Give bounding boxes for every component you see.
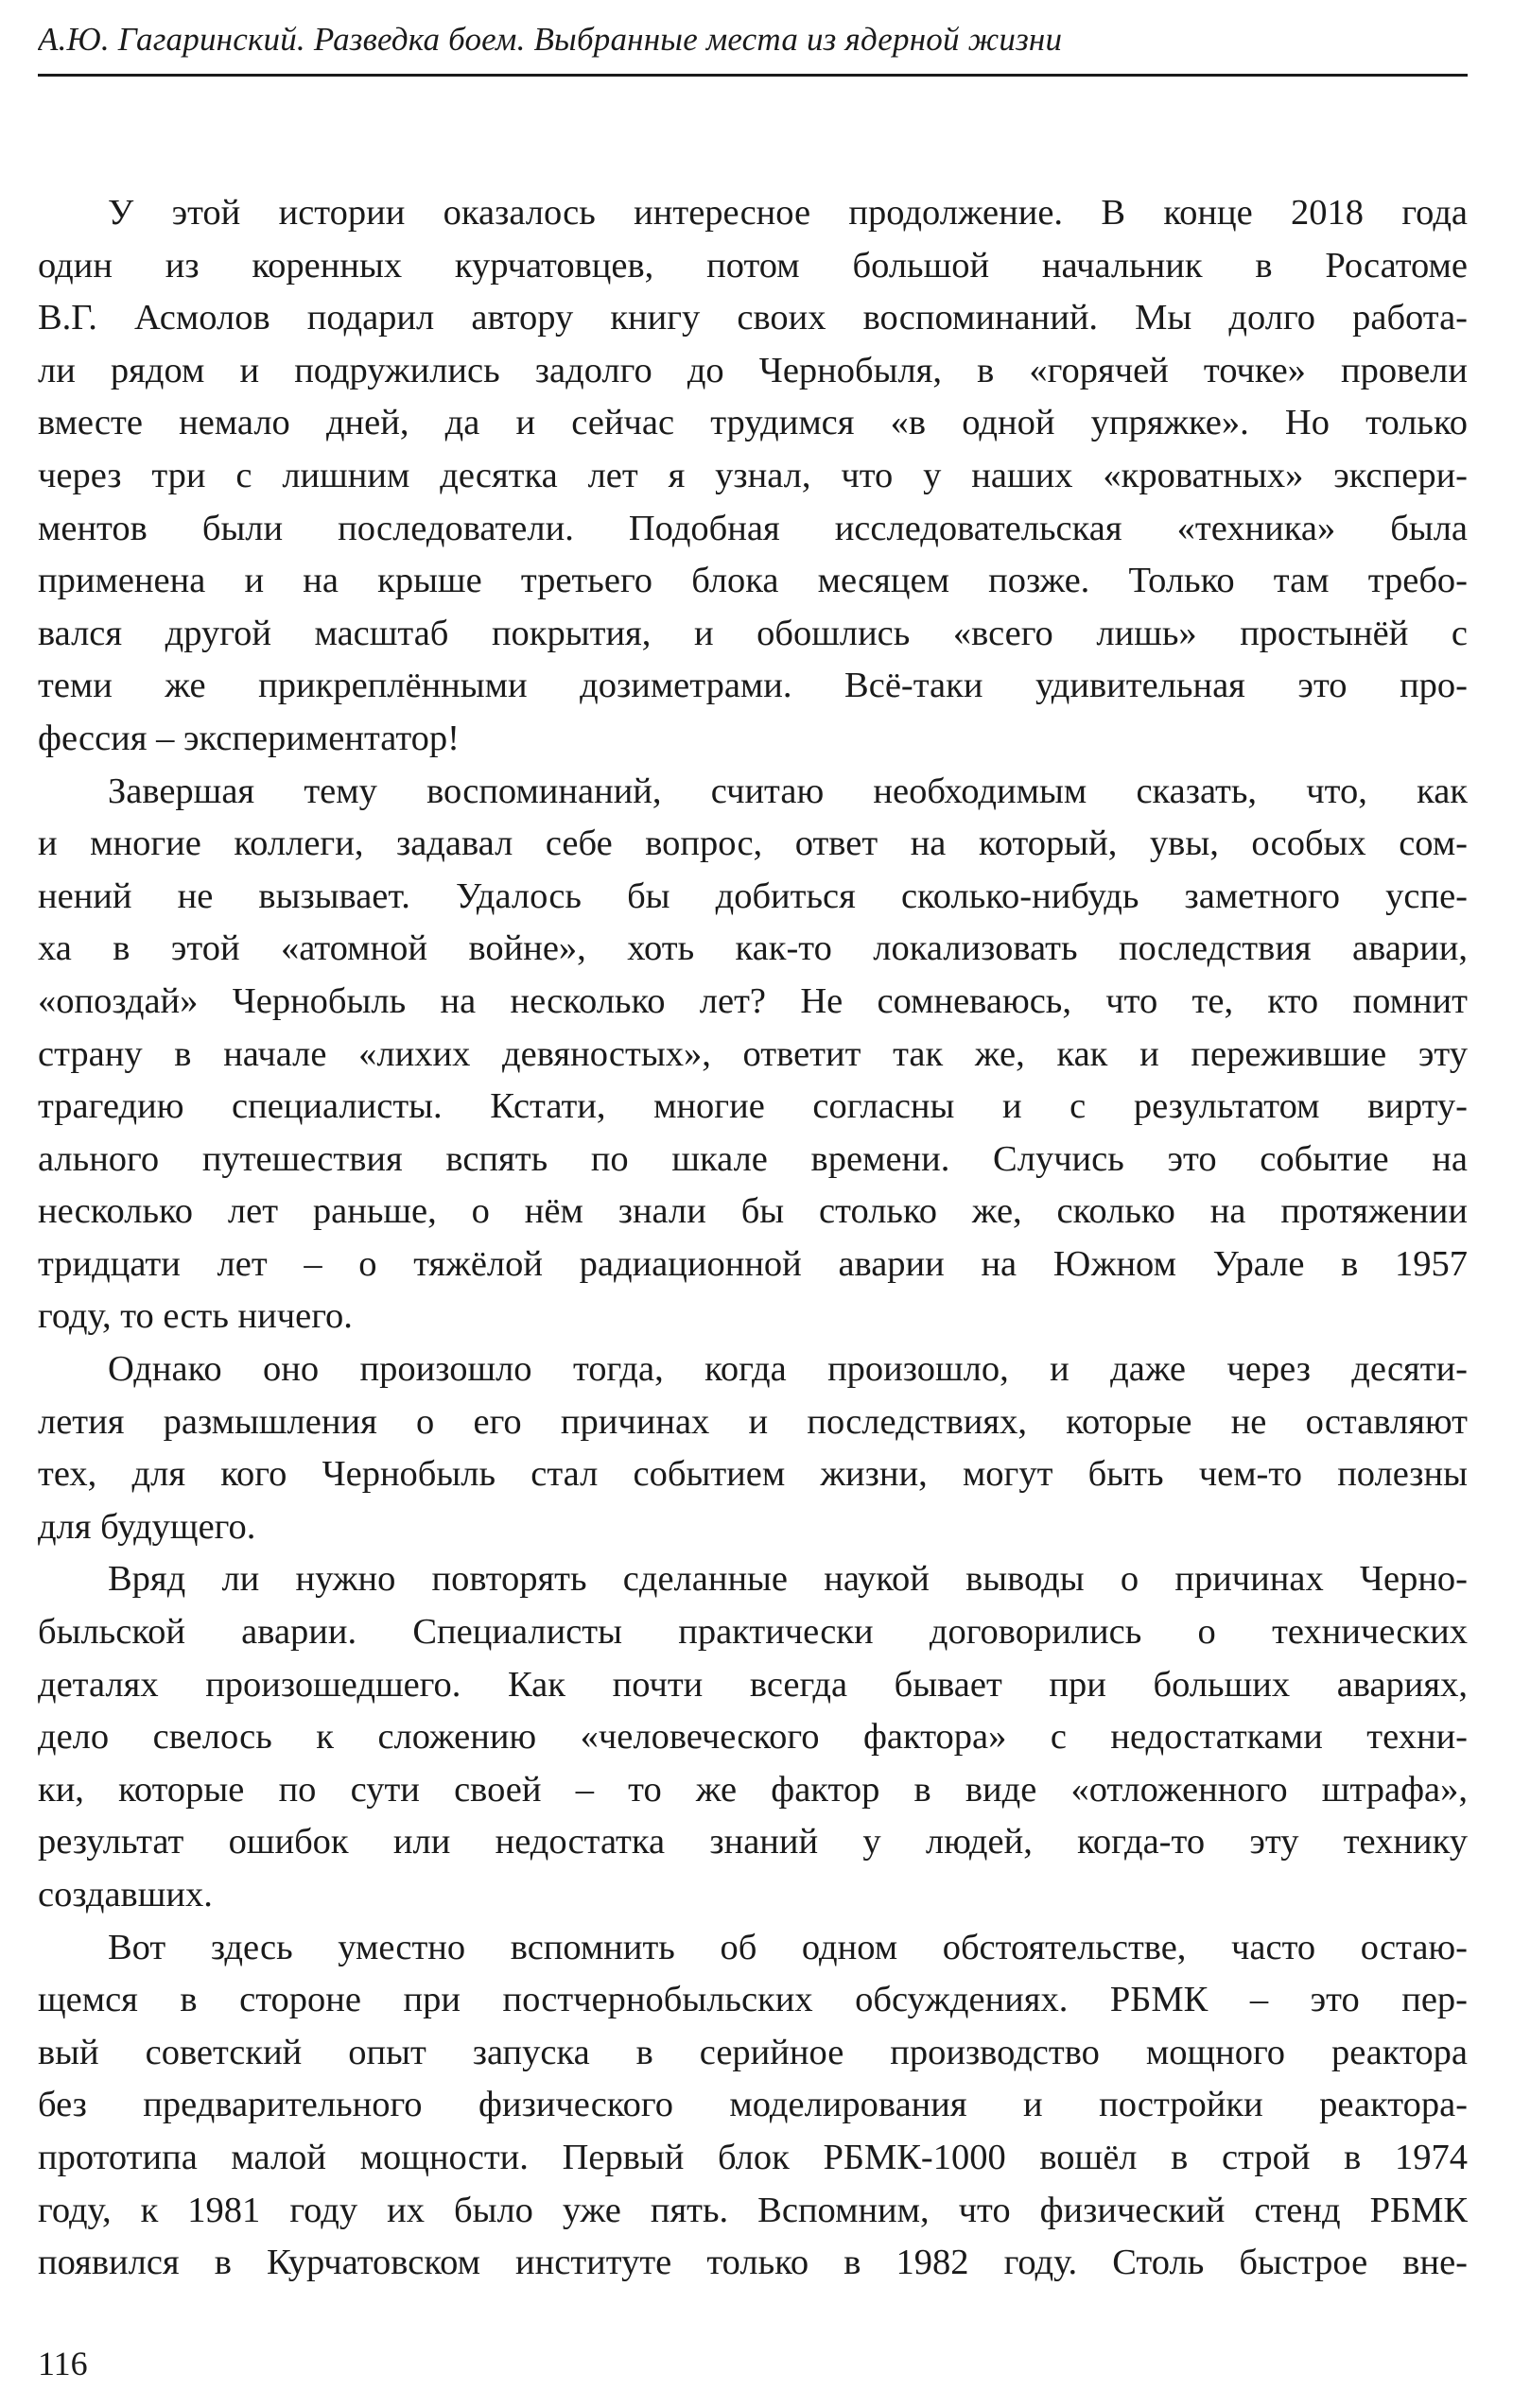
text-line: году, то есть ничего. <box>38 1296 353 1337</box>
text-line: ментов были последователи. Подобная исследовательская «техника» была <box>38 508 1468 548</box>
header-rule <box>38 74 1468 77</box>
text-line: прототипа малой мощности. Первый блок РБМК-1000 вошёл в строй в 1974 <box>38 2137 1468 2177</box>
text-line: применена и на крыше третьего блока месяцем позже. Только там требо- <box>38 561 1468 601</box>
text-line: результат ошибок или недостатка знаний у людей, когда-то эту технику <box>38 1822 1468 1862</box>
text-line: и многие коллеги, задавал себе вопрос, ответ на который, увы, особых сом- <box>38 823 1468 864</box>
text-line: несколько лет раньше, о нём знали бы столько же, сколько на протяжении <box>38 1191 1468 1232</box>
text-line: тех, для кого Чернобыль стал событием жизни, могут быть чем-то полезны <box>38 1454 1468 1495</box>
text-line: дело свелось к сложению «человеческого фактора» с недостатками техни- <box>38 1717 1468 1758</box>
text-line: «опоздай» Чернобыль на несколько лет? Не сомневаюсь, что те, кто помнит <box>38 980 1468 1021</box>
text-line: создавших. <box>38 1875 213 1914</box>
text-line: появился в Курчатовском институте только в 1982 году. Столь быстрое вне- <box>38 2243 1468 2283</box>
text-line: году, к 1981 году их было уже пять. Вспомним, что физический стенд РБМК <box>38 2190 1468 2230</box>
text-line: вался другой масштаб покрытия, и обошлись «всего лишь» простынёй с <box>38 613 1468 653</box>
text-line: ки, которые по сути своей – то же фактор в виде «отложенного штрафа», <box>38 1769 1468 1810</box>
text-line: через три с лишним десятка лет я узнал, что у наших «кроватных» экспери- <box>38 455 1468 495</box>
page-number: 116 <box>38 2345 88 2382</box>
text-line: вместе немало дней, да и сейчас трудимся «в одной упряжке». Но только <box>38 403 1468 443</box>
text-line: нений не вызывает. Удалось бы добиться сколько-нибудь заметного успе- <box>38 875 1468 916</box>
text-line: тридцати лет – о тяжёлой радиационной аварии на Южном Урале в 1957 <box>38 1243 1468 1284</box>
text-line: страну в начале «лихих девяностых», ответит так же, как и пережившие эту <box>38 1033 1468 1074</box>
paragraph <box>38 1922 1468 2290</box>
text-line: теми же прикреплёнными дозиметрами. Всё-таки удивительная это про- <box>38 666 1468 706</box>
text-line: вый советский опыт запуска в серийное производство мощного реактора <box>38 2032 1468 2072</box>
text-line: ха в этой «атомной войне», хоть как-то локализовать последствия аварии, <box>38 928 1468 969</box>
text-line: летия размышления о его причинах и последствиях, которые не оставляют <box>38 1401 1468 1442</box>
body-text <box>38 187 1468 2290</box>
text-line: без предварительного физического моделирования и постройки реактора- <box>38 2085 1468 2125</box>
paragraph <box>38 187 1468 766</box>
text-line: Однако оно произошло тогда, когда произошло, и даже через десяти- <box>108 1349 1468 1390</box>
text-line: У этой истории оказалось интересное продолжение. В конце 2018 года <box>108 193 1468 233</box>
paragraph <box>38 1343 1468 1553</box>
paragraph <box>38 1553 1468 1921</box>
text-line: для будущего. <box>38 1506 256 1547</box>
paragraph <box>38 766 1468 1344</box>
text-line: ального путешествия вспять по шкале времени. Случись это событие на <box>38 1138 1468 1179</box>
text-line: Вот здесь уместно вспомнить об одном обстоятельстве, часто остаю- <box>108 1927 1468 1967</box>
text-line: один из коренных курчатовцев, потом большой начальник в Росатоме <box>38 245 1468 286</box>
text-line: щемся в стороне при постчернобыльских обсуждениях. РБМК – это пер- <box>38 1980 1468 2020</box>
text-line: фессия – экспериментатор! <box>38 718 460 758</box>
text-line: ли рядом и подружились задолго до Чернобыля, в «горячей точке» провели <box>38 350 1468 390</box>
running-head: А.Ю. Гагаринский. Разведка боем. Выбранные места из ядерной жизни <box>38 21 1063 58</box>
text-line: Вряд ли нужно повторять сделанные наукой выводы о причинах Черно- <box>108 1559 1468 1600</box>
text-line: трагедию специалисты. Кстати, многие согласны и с результатом вирту- <box>38 1086 1468 1127</box>
text-line: деталях произошедшего. Как почти всегда бывает при больших авариях, <box>38 1664 1468 1705</box>
text-line: быльской аварии. Специалисты практически договорились о технических <box>38 1612 1468 1653</box>
text-line: Завершая тему воспоминаний, считаю необходимым сказать, что, как <box>108 771 1468 811</box>
text-line: В.Г. Асмолов подарил автору книгу своих воспоминаний. Мы долго работа- <box>38 298 1468 338</box>
